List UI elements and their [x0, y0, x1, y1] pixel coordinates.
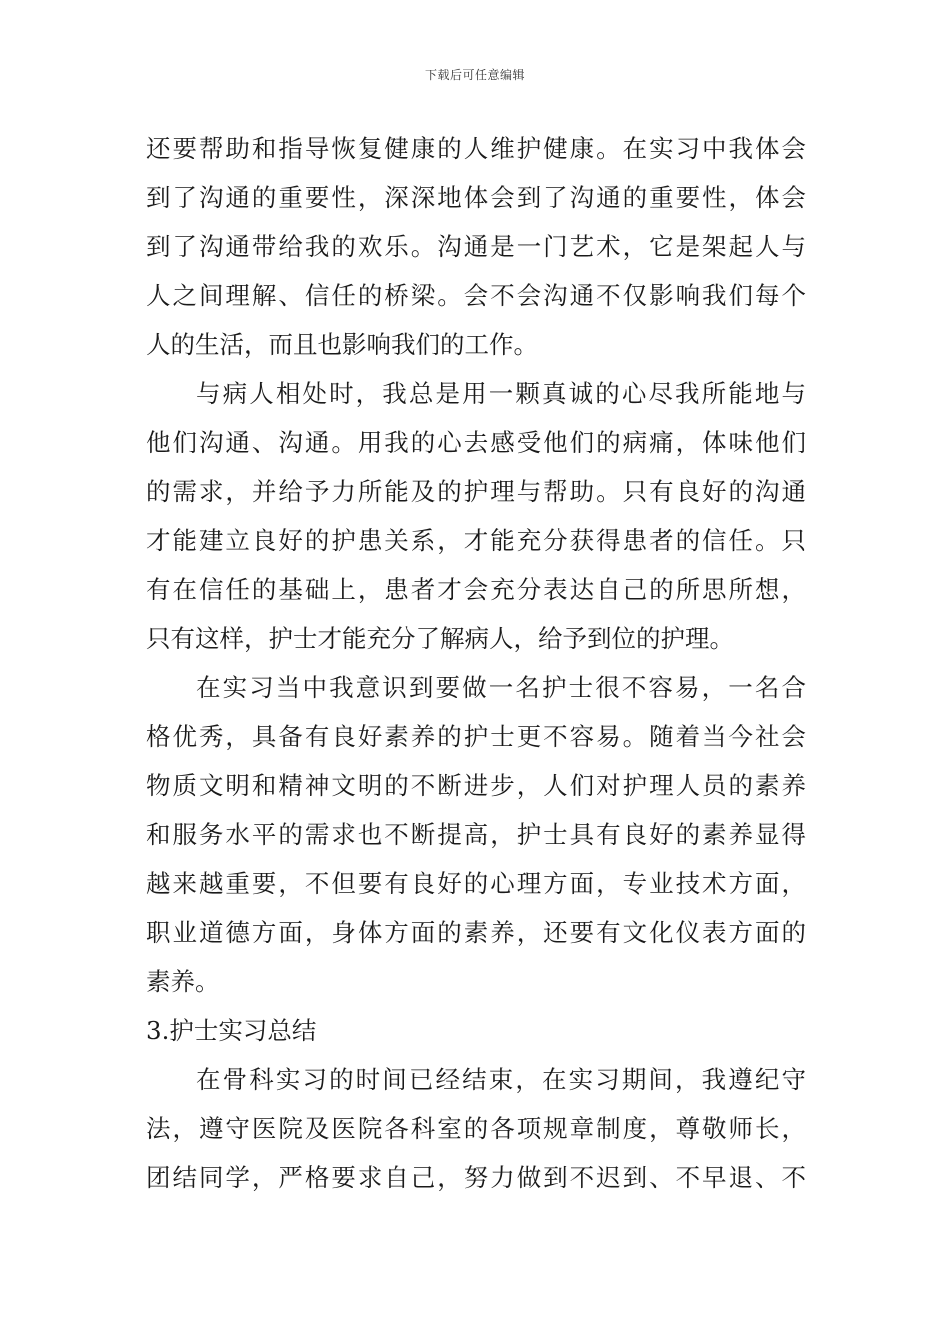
text-line: 人之间理解、信任的桥梁。会不会沟通不仅影响我们每个 — [146, 281, 806, 310]
page-header: 下载后可任意编辑 — [424, 68, 525, 82]
text-line: 素养。 — [146, 967, 220, 996]
text-line: 人的生活，而且也影响我们的工作。 — [146, 330, 538, 359]
text-line: 到了沟通带给我的欢乐。沟通是一门艺术，它是架起人与 — [146, 232, 806, 261]
text-line: 有在信任的基础上，患者才会充分表达自己的所思所想， — [146, 575, 806, 604]
text-line: 只有这样，护士才能充分了解病人，给予到位的护理。 — [146, 624, 734, 653]
text-line: 格优秀，具备有良好素养的护士更不容易。随着当今社会 — [146, 722, 806, 751]
text-line: 他们沟通、沟通。用我的心去感受他们的病痛，体味他们 — [146, 428, 806, 457]
text-line: 团结同学，严格要求自己，努力做到不迟到、不早退、不 — [146, 1163, 806, 1192]
text-line: 到了沟通的重要性，深深地体会到了沟通的重要性，体会 — [146, 183, 806, 212]
text-line: 越来越重要，不但要有良好的心理方面，专业技术方面， — [146, 869, 806, 898]
text-line: 职业道德方面，身体方面的素养，还要有文化仪表方面的 — [146, 918, 806, 947]
text-line: 法，遵守医院及医院各科室的各项规章制度，尊敬师长， — [146, 1114, 806, 1143]
text-line: 与病人相处时，我总是用一颗真诚的心尽我所能地与 — [196, 379, 806, 408]
document-body — [146, 124, 806, 1202]
text-line: 物质文明和精神文明的不断进步，人们对护理人员的素养 — [146, 771, 806, 800]
text-line: 在实习当中我意识到要做一名护士很不容易，一名合 — [196, 673, 806, 702]
text-line: 还要帮助和指导恢复健康的人维护健康。在实习中我体会 — [146, 134, 806, 163]
text-line: 和服务水平的需求也不断提高，护士具有良好的素养显得 — [146, 820, 806, 849]
text-line: 的需求，并给予力所能及的护理与帮助。只有良好的沟通 — [146, 477, 806, 506]
text-line: 才能建立良好的护患关系，才能充分获得患者的信任。只 — [146, 526, 806, 555]
text-line: 在骨科实习的时间已经结束，在实习期间，我遵纪守 — [196, 1065, 806, 1094]
text-line: 3.护士实习总结 — [146, 1016, 317, 1045]
